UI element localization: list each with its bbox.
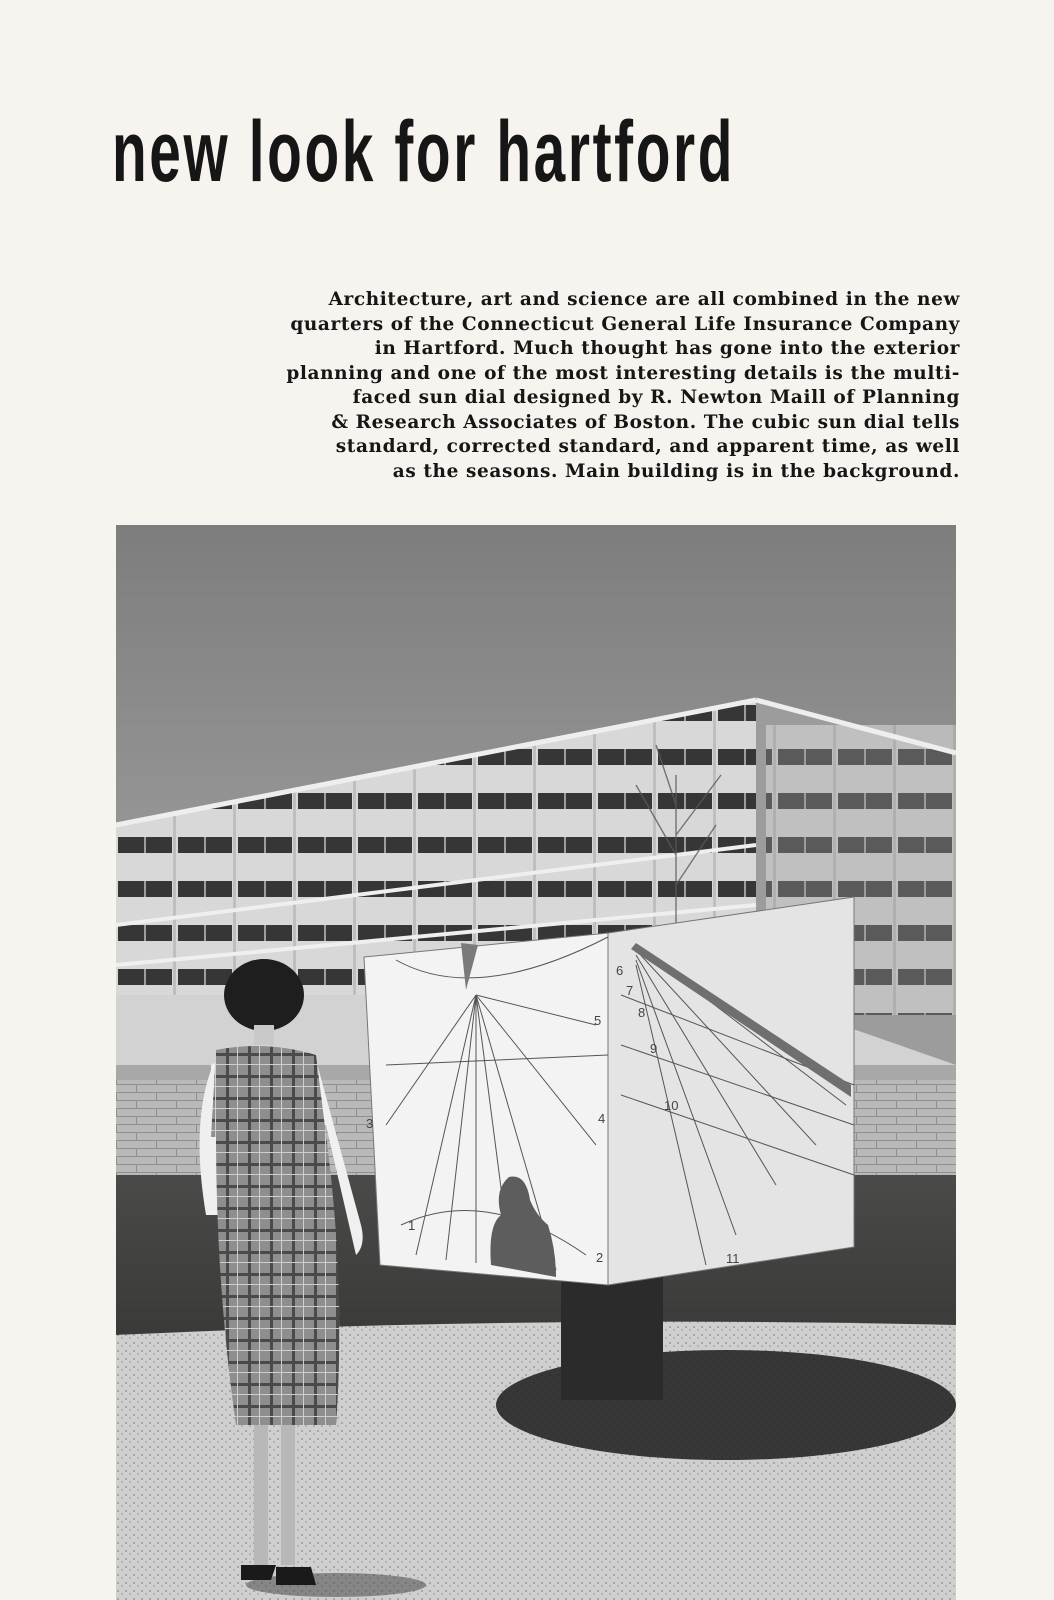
caption-line: standard, corrected standard, and apparent time, as well: [335, 436, 960, 457]
caption-line: faced sun dial designed by R. Newton Maill of Planning: [352, 387, 960, 408]
numeral-right-6: 6: [616, 963, 624, 978]
photo-illustration: [116, 525, 956, 1600]
numeral-left-4: 4: [598, 1111, 606, 1126]
numeral-right-11: 11: [726, 1251, 740, 1266]
caption-line: & Research Associates of Boston. The cubic sun dial tells: [331, 411, 960, 433]
numeral-left-1: 1: [408, 1218, 416, 1233]
numeral-left-5: 5: [594, 1013, 602, 1028]
numeral-right-9: 9: [650, 1041, 658, 1056]
woman-skirt: [216, 1135, 339, 1425]
woman-hair: [224, 959, 304, 1031]
woman-legs: [254, 1425, 268, 1565]
numeral-left-3: 3: [366, 1116, 374, 1131]
numeral-left-2: 2: [596, 1250, 604, 1265]
caption-line: planning and one of the most interesting details is the multi-: [286, 362, 960, 384]
headline-text: new look for hartford: [112, 104, 736, 200]
sundial-photograph: [116, 525, 956, 1600]
woman-dress-top: [211, 1046, 326, 1137]
woman-legs: [281, 1425, 295, 1565]
caption-line: quarters of the Connecticut General Life Insurance Company: [290, 313, 960, 335]
woman-neck: [254, 1025, 274, 1045]
sundial-pedestal: [561, 1275, 663, 1400]
headline: [112, 92, 962, 212]
caption-line: as the seasons. Main building is in the background.: [392, 460, 960, 482]
caption-line: Architecture, art and science are all combined in the new: [328, 289, 960, 310]
numeral-right-7: 7: [626, 983, 634, 998]
caption: [112, 288, 960, 498]
sundial-cube: [364, 897, 854, 1285]
numeral-right-8: 8: [638, 1005, 646, 1020]
woman-shadow-ground: [246, 1573, 426, 1597]
numeral-right-10: 10: [664, 1098, 679, 1113]
woman-shoe: [241, 1565, 276, 1580]
cube-left-face: [364, 933, 608, 1285]
caption-line: in Hartford. Much thought has gone into the exterior: [374, 338, 960, 359]
woman-shoe: [276, 1567, 316, 1585]
